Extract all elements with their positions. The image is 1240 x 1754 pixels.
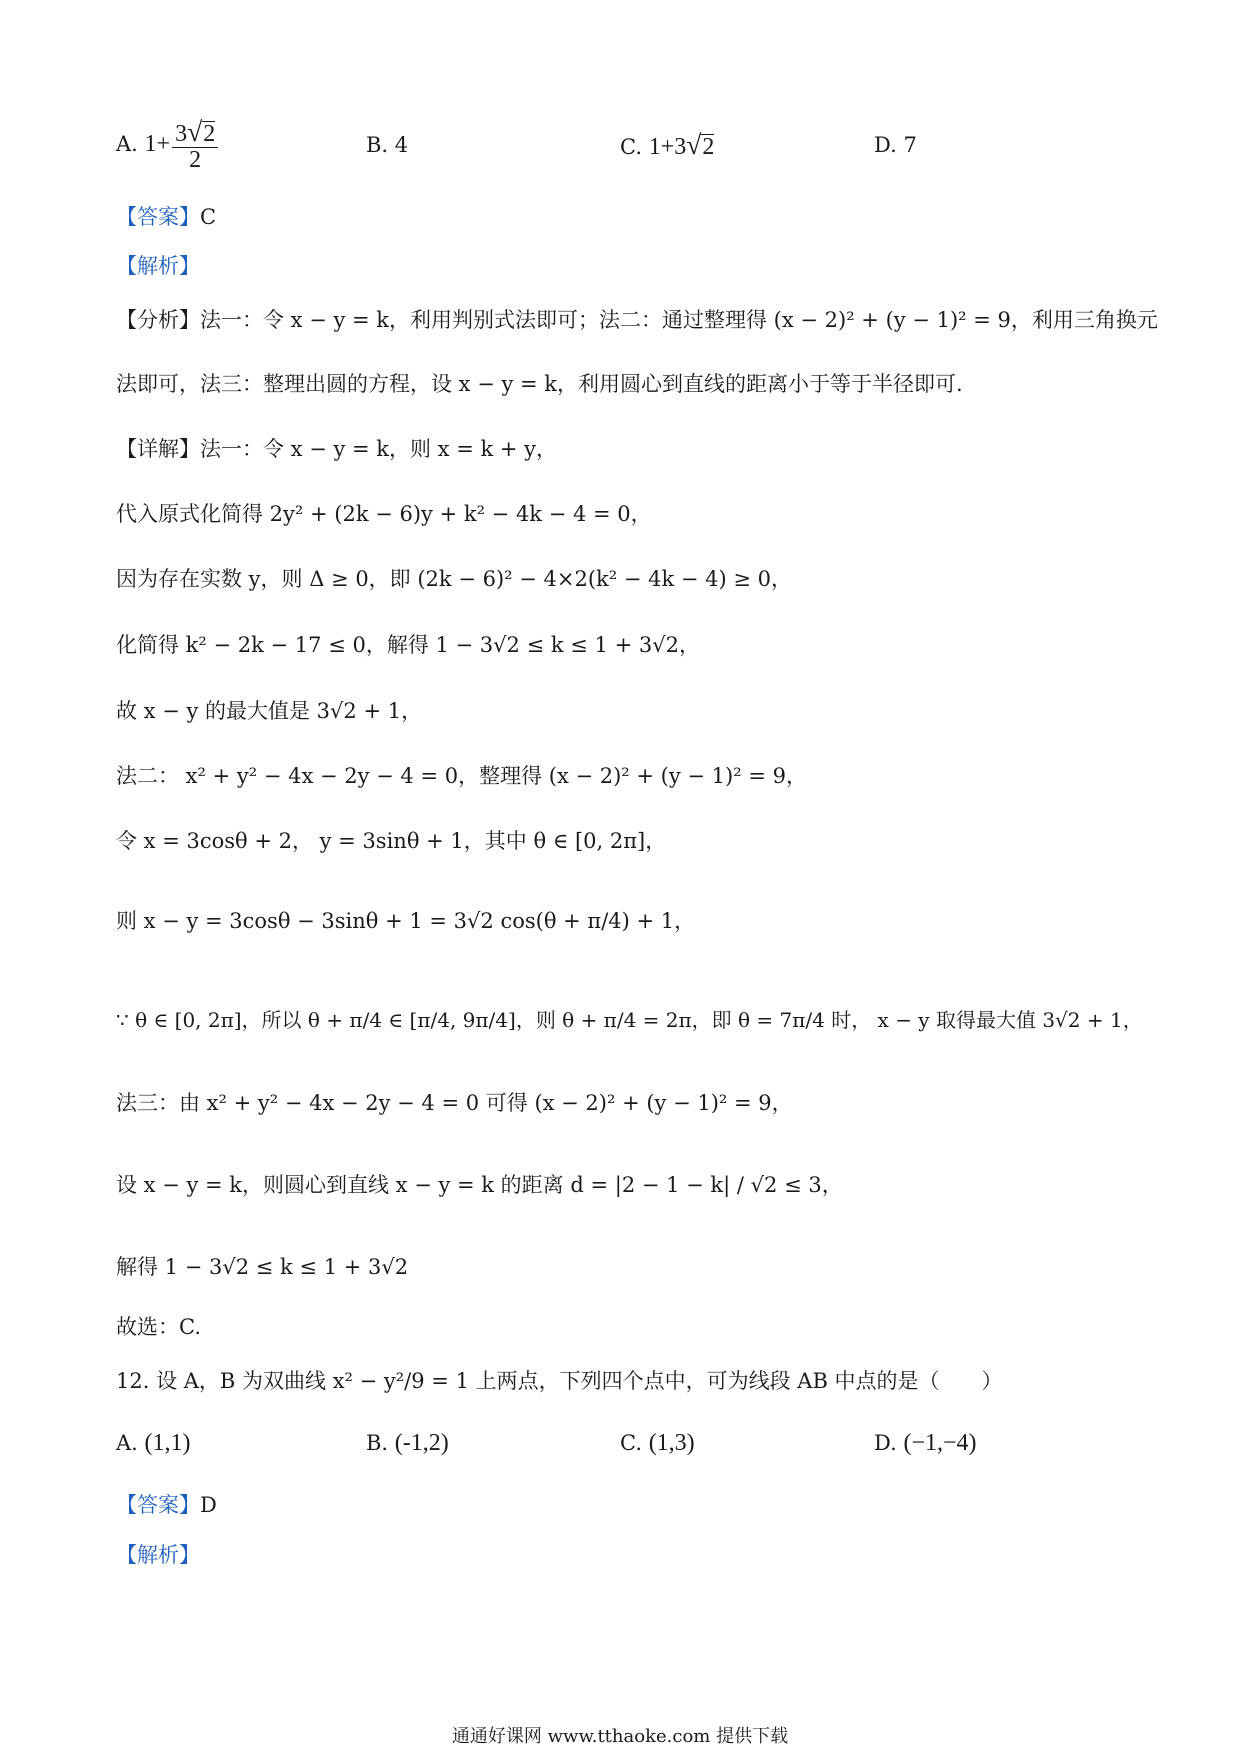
q11-option-a: A. 1+ $\frac{3√2}{2}$ bbox=[116, 118, 220, 173]
q11-conclusion: 故选：C. bbox=[116, 1315, 201, 1339]
q11-solution-line-4: 化简得 k² − 2k − 17 ≤ 0，解得 1 − 3√2 ≤ k ≤ 1 + 3√2， bbox=[116, 633, 700, 657]
q11-solution-line-9: ∵ θ ∈ [0, 2π]，所以 θ + π/4 ∈ [π/4, 9π/4]，则 θ + π/4 = 2π，即 θ = 7π/4 时， x − y 取得最大值 3√2 + 1， bbox=[116, 1008, 1143, 1032]
q11-option-d: D. 7 bbox=[874, 133, 917, 157]
q11-analysis-tag: 【解析】 bbox=[116, 254, 200, 278]
q12-option-a: A. (1,1) bbox=[116, 1430, 191, 1456]
q11-answer: 【答案】C bbox=[116, 205, 217, 229]
q11-solution-line-6: 法二： x² + y² − 4x − 2y − 4 = 0，整理得 (x − 2)² + (y − 1)² = 9， bbox=[116, 764, 807, 788]
q11-option-a-value: 1+ $\frac{3√2}{2}$ bbox=[145, 131, 221, 157]
q11-solution-line-5: 故 x − y 的最大值是 3√2 + 1， bbox=[116, 699, 423, 723]
q12-answer: 【答案】D bbox=[116, 1493, 217, 1517]
q11-solution-line-11: 设 x − y = k，则圆心到直线 x − y = k 的距离 d = |2 − 1 − k| / √2 ≤ 3， bbox=[116, 1173, 843, 1197]
q12-option-d: D. (−1,−4) bbox=[874, 1430, 977, 1456]
q11-fenxi-line1: 【分析】法一：令 x − y = k，利用判别式法即可；法二：通过整理得 (x − 2)² + (y − 1)² = 9，利用三角换元 bbox=[116, 308, 1158, 332]
q11-solution-line-2: 代入原式化简得 2y² + (2k − 6)y + k² − 4k − 4 = 0， bbox=[116, 502, 652, 526]
q12-analysis-tag: 【解析】 bbox=[116, 1543, 200, 1567]
q11-option-c: C. 1+3√2 bbox=[620, 129, 715, 160]
q11-solution-line-12: 解得 1 − 3√2 ≤ k ≤ 1 + 3√2 bbox=[116, 1255, 409, 1279]
q11-solution-line-10: 法三：由 x² + y² − 4x − 2y − 4 = 0 可得 (x − 2)² + (y − 1)² = 9， bbox=[116, 1091, 793, 1115]
q11-solution-line-3: 因为存在实数 y，则 Δ ≥ 0，即 (2k − 6)² − 4×2(k² − 4k − 4) ≥ 0， bbox=[116, 567, 792, 591]
q11-fenxi-line2: 法即可，法三：整理出圆的方程，设 x − y = k，利用圆心到直线的距离小于等于半径即可. bbox=[116, 372, 963, 396]
q11-solution-line-1: 【详解】法一：令 x − y = k，则 x = k + y， bbox=[116, 437, 557, 461]
q12-stem: 12. 设 A，B 为双曲线 x² − y²/9 = 1 上两点，下列四个点中，可为线段 AB 中点的是（ ） bbox=[116, 1369, 1003, 1393]
q12-option-b: B. (-1,2) bbox=[366, 1430, 449, 1456]
q11-option-b: B. 4 bbox=[366, 133, 409, 157]
page-footer: 通通好课网 www.tthaoke.com 提供下载 bbox=[451, 1726, 789, 1747]
q11-option-c-value: 1+3√2 bbox=[648, 129, 715, 160]
q11-solution-line-8: 则 x − y = 3cosθ − 3sinθ + 1 = 3√2 cos(θ + π/4) + 1， bbox=[116, 909, 696, 933]
q11-solution-line-7: 令 x = 3cosθ + 2， y = 3sinθ + 1，其中 θ ∈ [0, 2π]， bbox=[116, 829, 667, 853]
q12-option-c: C. (1,3) bbox=[620, 1430, 695, 1456]
